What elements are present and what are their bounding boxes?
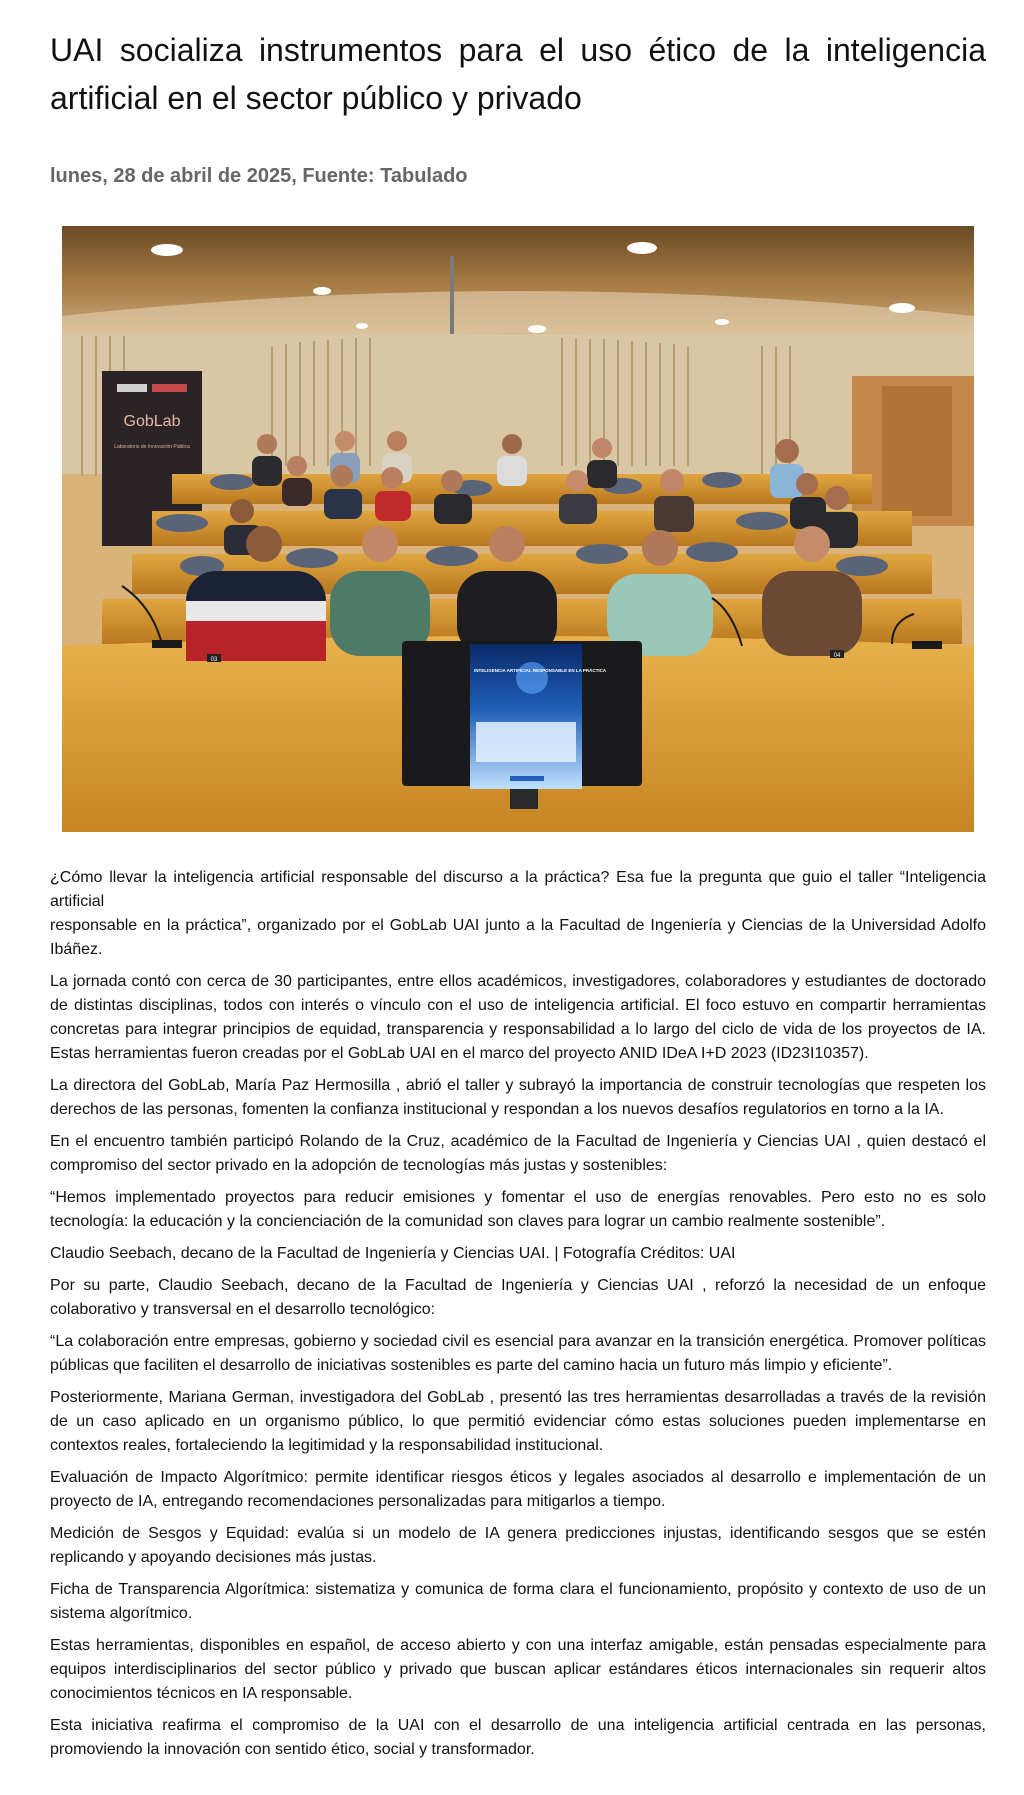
ceiling-lamp (889, 303, 915, 313)
tool-item: Ficha de Transparencia Algorítmica: sistematiza y comunica de forma clara el funcionamiento, propósito y contexto de uso de un sistema algorítmico. (50, 1581, 986, 1622)
paragraph: La jornada contó con cerca de 30 participantes, entre ellos académicos, investigadores, colaboradores y estudiantes de doctorado de distintas disciplinas, todos con interés o vínculo con el uso de inteligencia artificial. El foco estuvo en compartir herramientas concretas para integrar principios de equidad, transparencia y responsabilidad a lo largo del ciclo de vida de los proyectos de IA. Estas herramientas fueron creadas por el GobLab UAI en el marco del proyecto ANID IDeA I+D 2023 (ID23I10357). (50, 973, 986, 1062)
ceiling-lamp (627, 242, 657, 254)
article-body (50, 866, 986, 1762)
monitor-stand (510, 789, 538, 809)
photo-caption: Claudio Seebach, decano de la Facultad de Ingeniería y Ciencias UAI. | Fotografía Créditos: UAI (50, 1245, 736, 1262)
ceiling-lamp (313, 287, 331, 295)
article-page (50, 0, 986, 1770)
paragraph: Estas herramientas, disponibles en español, de acceso abierto y con una interfaz amigable, están pensadas especialmente para equipos interdisciplinarios del sector público y privado que buscan aplicar estándares éticos internacionales sin requerir altos conocimientos técnicos en IA responsable. (50, 1637, 986, 1702)
quote-paragraph: “La colaboración entre empresas, gobierno y sociedad civil es esencial para avanzar en la transición energética. Promover políticas públicas que faciliten el desarrollo de iniciativas sostenibles es parte del camino hacia un futuro más limpio y eficiente”. (50, 1333, 986, 1374)
goblab-banner-brand: GobLab (123, 413, 181, 430)
paragraph: Posteriormente, Mariana German, investigadora del GobLab , presentó las tres herramientas desarrolladas a través de la revisión de un caso aplicado en un organismo público, lo que permitió evidenciar cómo estas soluciones pueden implementarse en contextos reales, fortaleciendo la legitimidad y la responsabilidad institucional. (50, 1389, 986, 1454)
quote-paragraph: “Hemos implementado proyectos para reducir emisiones y fomentar el uso de energías renovables. Pero esto no es solo tecnología: la educación y la concienciación de la comunidad son claves para lograr un cambio realmente sostenible”. (50, 1189, 986, 1230)
goblab-banner-subtitle: Laboratorio de Innovación Pública (114, 444, 190, 450)
paragraph: En el encuentro también participó Rolando de la Cruz, académico de la Facultad de Ingeniería y Ciencias UAI , quien destacó el compromiso del sector privado en la adopción de tecnologías más justas y sostenibles: (50, 1133, 986, 1174)
tool-item: Medición de Sesgos y Equidad: evalúa si un modelo de IA genera predicciones injustas, identificando sesgos que se estén replicando y apoyando decisiones más justas. (50, 1525, 986, 1566)
screen-ai-graphic (516, 662, 548, 694)
intro-line-1: ¿Cómo llevar la inteligencia artificial responsable del discurso a la práctica? Esa fue la pregunta que guio el taller “Inteligencia artificial (50, 869, 986, 910)
group-photo-illustration (62, 226, 974, 832)
ceiling-lamp (356, 323, 368, 329)
goblab-logo (152, 384, 187, 392)
paragraph: La directora del GobLab, María Paz Hermosilla , abrió el taller y subrayó la importancia de construir tecnologías que respeten los derechos de las personas, fomenten la confianza institucional y respondan a los nuevos desafíos regulatorios en torno a la IA. (50, 1077, 986, 1118)
article-photo (62, 226, 974, 832)
side-door-panel (882, 386, 952, 516)
tool-item: Evaluación de Impacto Algorítmico: permite identificar riesgos éticos y legales asociados al desarrollo e implementación de un proyecto de IA, entregando recomendaciones personalizadas para mitigarlos a tiempo. (50, 1469, 986, 1510)
ceiling-lamp (715, 319, 729, 325)
paragraph: Esta iniciativa reafirma el compromiso de la UAI con el desarrollo de una inteligencia artificial centrada en las personas, promoviendo la innovación con sentido ético, social y transformador. (50, 1717, 986, 1758)
seat-tag-left-label: 03 (210, 657, 218, 663)
mic-base (912, 641, 942, 649)
ceiling-lamp (151, 244, 183, 256)
intro-line-2: responsable en la práctica”, organizado por el GobLab UAI junto a la Facultad de Ingeniería y Ciencias de la Universidad Adolfo Ibáñez. (50, 917, 986, 958)
article-date-source: lunes, 28 de abril de 2025, Fuente: Tabulado (50, 165, 468, 187)
screen-heading: INTELIGENCIA ARTIFICIAL RESPONSABLE EN LA PRÁCTICA (474, 668, 607, 673)
mic-base (152, 640, 182, 648)
seat-tag-right-label: 04 (833, 653, 841, 659)
screen-button (510, 776, 544, 781)
article-title: UAI socializa instrumentos para el uso ético de la inteligencia artificial en el sector público y privado (50, 32, 986, 116)
screen-text-block (476, 722, 576, 762)
paragraph: Por su parte, Claudio Seebach, decano de la Facultad de Ingeniería y Ciencias UAI , reforzó la necesidad de un enfoque colaborativo y transversal en el desarrollo tecnológico: (50, 1277, 986, 1318)
uai-logo (117, 384, 147, 392)
ceiling-lamp (528, 325, 546, 333)
